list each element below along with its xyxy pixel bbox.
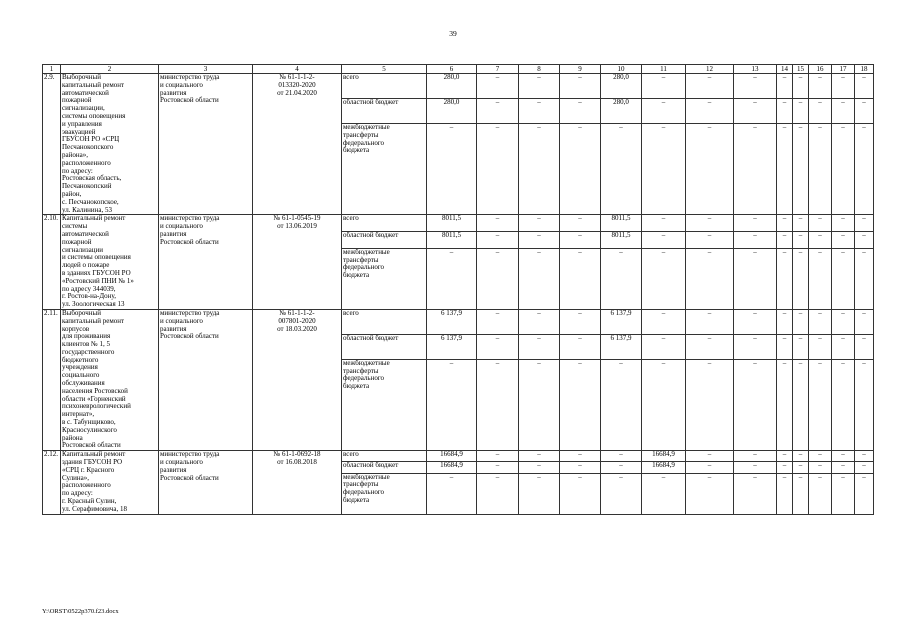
amount-cell: 280,0 [427, 74, 477, 99]
amount-cell: – [686, 334, 734, 359]
column-header: 8 [519, 65, 560, 74]
amount-cell: – [477, 248, 519, 309]
amount-cell: 8011,5 [427, 215, 477, 232]
column-header: 3 [159, 65, 253, 74]
amount-cell: – [560, 462, 601, 473]
table-body [43, 65, 874, 515]
amount-cell: – [477, 309, 519, 334]
amount-cell: – [642, 473, 686, 514]
amount-cell: – [777, 334, 793, 359]
amount-cell: 16684,9 [642, 451, 686, 462]
amount-cell: – [477, 462, 519, 473]
amount-cell: – [560, 123, 601, 214]
amount-cell: 6 137,9 [601, 309, 642, 334]
amount-cell: – [855, 473, 874, 514]
amount-cell: – [560, 74, 601, 99]
table-row [43, 309, 874, 334]
amount-cell: – [519, 232, 560, 249]
amount-cell: – [855, 74, 874, 99]
amount-cell: – [809, 309, 832, 334]
amount-cell: – [560, 334, 601, 359]
amount-cell: 280,0 [427, 98, 477, 123]
amount-cell: – [642, 359, 686, 450]
amount-cell: – [777, 215, 793, 232]
amount-cell: – [642, 123, 686, 214]
funding-source-label: областной бюджет [342, 232, 427, 249]
amount-cell: – [855, 123, 874, 214]
column-header: 1 [43, 65, 61, 74]
amount-cell: – [601, 123, 642, 214]
amount-cell: 280,0 [601, 74, 642, 99]
column-header: 6 [427, 65, 477, 74]
amount-cell: – [734, 359, 777, 450]
amount-cell: – [477, 232, 519, 249]
amount-cell: – [477, 123, 519, 214]
file-path-footer: Y:\ORST\0522p370.f23.docx [42, 608, 119, 615]
amount-cell: 6 137,9 [427, 334, 477, 359]
amount-cell: – [777, 74, 793, 99]
column-header: 2 [61, 65, 159, 74]
amount-cell: – [560, 473, 601, 514]
amount-cell: 6 137,9 [427, 309, 477, 334]
amount-cell: – [809, 473, 832, 514]
funding-source-label: межбюджетные трансферты федерального бюджета [342, 248, 427, 309]
funding-source-label: всего [342, 451, 427, 462]
item-document: № 61-1-0692-18 от 16.08.2018 [253, 451, 342, 514]
amount-cell: – [686, 248, 734, 309]
item-name: Выборочный капитальный ремонт корпусов для проживания клиентов № 1, 5 государственного бюджетного учреждения социального обслуживания населения Ростовской области «Горненский психоневрологический интернат», в с. Табунщиково, Красносулинского района Ростовской области [61, 309, 159, 450]
header-row [43, 65, 874, 74]
amount-cell: – [809, 232, 832, 249]
item-number: 2.12. [43, 451, 61, 514]
amount-cell: 8011,5 [601, 232, 642, 249]
amount-cell: – [734, 248, 777, 309]
amount-cell: – [519, 473, 560, 514]
amount-cell: – [832, 359, 855, 450]
amount-cell: – [734, 309, 777, 334]
amount-cell: – [809, 123, 832, 214]
column-header: 17 [832, 65, 855, 74]
item-executor: министерство труда и социального развития Ростовской области [159, 215, 253, 310]
item-name: Выборочный капитальный ремонт автоматической пожарной сигнализации, системы оповещения и управления эвакуацией ГБУСОН РО «СРЦ Песчанокопского района», расположенного по адресу: Ростовская область, Песчанокопский район, с. Песчанокопское, ул. Калинина, 53 [61, 74, 159, 215]
funding-source-label: межбюджетные трансферты федерального бюджета [342, 359, 427, 450]
amount-cell: – [855, 462, 874, 473]
column-header: 15 [793, 65, 809, 74]
program-table [42, 64, 874, 515]
amount-cell: – [832, 74, 855, 99]
amount-cell: – [793, 451, 809, 462]
amount-cell: – [734, 215, 777, 232]
amount-cell: – [601, 248, 642, 309]
amount-cell: – [686, 98, 734, 123]
amount-cell: – [832, 248, 855, 309]
amount-cell: – [809, 248, 832, 309]
amount-cell: – [560, 232, 601, 249]
amount-cell: – [427, 359, 477, 450]
column-header: 16 [809, 65, 832, 74]
amount-cell: – [601, 473, 642, 514]
amount-cell: – [777, 462, 793, 473]
amount-cell: – [642, 98, 686, 123]
funding-source-label: всего [342, 309, 427, 334]
amount-cell: – [734, 74, 777, 99]
amount-cell: – [793, 248, 809, 309]
amount-cell: – [686, 462, 734, 473]
amount-cell: – [809, 451, 832, 462]
amount-cell: – [734, 334, 777, 359]
funding-source-label: областной бюджет [342, 462, 427, 473]
amount-cell: – [560, 451, 601, 462]
amount-cell: – [734, 451, 777, 462]
amount-cell: – [809, 215, 832, 232]
amount-cell: – [809, 98, 832, 123]
amount-cell: – [809, 334, 832, 359]
amount-cell: – [809, 462, 832, 473]
amount-cell: – [519, 98, 560, 123]
amount-cell: – [560, 215, 601, 232]
amount-cell: – [519, 309, 560, 334]
amount-cell: – [793, 334, 809, 359]
amount-cell: – [832, 98, 855, 123]
amount-cell: – [477, 334, 519, 359]
funding-source-label: межбюджетные трансферты федерального бюджета [342, 123, 427, 214]
column-header: 5 [342, 65, 427, 74]
amount-cell: – [642, 248, 686, 309]
amount-cell: – [777, 248, 793, 309]
amount-cell: – [855, 309, 874, 334]
amount-cell: – [832, 215, 855, 232]
amount-cell: – [793, 359, 809, 450]
amount-cell: – [519, 359, 560, 450]
amount-cell: – [832, 334, 855, 359]
amount-cell: – [777, 473, 793, 514]
amount-cell: – [427, 473, 477, 514]
column-header: 10 [601, 65, 642, 74]
funding-source-label: межбюджетные трансферты федерального бюджета [342, 473, 427, 514]
funding-source-label: всего [342, 74, 427, 99]
amount-cell: 16684,9 [642, 462, 686, 473]
item-document: № 61-1-1-2- 007801-2020 от 18.03.2020 [253, 309, 342, 450]
funding-source-label: областной бюджет [342, 98, 427, 123]
column-header: 13 [734, 65, 777, 74]
column-header: 14 [777, 65, 793, 74]
amount-cell: – [793, 462, 809, 473]
column-header: 12 [686, 65, 734, 74]
item-executor: министерство труда и социального развития Ростовской области [159, 451, 253, 514]
item-executor: министерство труда и социального развития Ростовской области [159, 309, 253, 450]
column-header: 7 [477, 65, 519, 74]
amount-cell: – [477, 74, 519, 99]
amount-cell: 280,0 [601, 98, 642, 123]
amount-cell: – [519, 248, 560, 309]
amount-cell: – [477, 473, 519, 514]
amount-cell: – [686, 123, 734, 214]
amount-cell: – [560, 309, 601, 334]
amount-cell: – [601, 451, 642, 462]
funding-source-label: всего [342, 215, 427, 232]
amount-cell: – [793, 309, 809, 334]
amount-cell: – [777, 232, 793, 249]
amount-cell: – [427, 248, 477, 309]
amount-cell: – [686, 74, 734, 99]
amount-cell: – [832, 309, 855, 334]
amount-cell: – [832, 123, 855, 214]
amount-cell: – [777, 359, 793, 450]
table-row [43, 215, 874, 232]
amount-cell: – [642, 334, 686, 359]
amount-cell: – [427, 123, 477, 214]
amount-cell: – [793, 473, 809, 514]
amount-cell: – [519, 74, 560, 99]
amount-cell: 16684,9 [427, 451, 477, 462]
amount-cell: – [601, 359, 642, 450]
amount-cell: – [777, 309, 793, 334]
amount-cell: – [734, 98, 777, 123]
amount-cell: – [832, 462, 855, 473]
funding-source-label: областной бюджет [342, 334, 427, 359]
amount-cell: – [832, 451, 855, 462]
amount-cell: – [855, 98, 874, 123]
amount-cell: – [560, 248, 601, 309]
amount-cell: – [642, 309, 686, 334]
item-document: № 61-1-0545-19 от 13.06.2019 [253, 215, 342, 310]
amount-cell: – [855, 334, 874, 359]
column-header: 4 [253, 65, 342, 74]
item-name: Капитальный ремонт здания ГБУСОН РО «СРЦ г. Красного Сулина», расположенного по адресу: г. Красный Сулин, ул. Серафимовича, 18 [61, 451, 159, 514]
amount-cell: – [477, 98, 519, 123]
item-number: 2.9. [43, 74, 61, 215]
item-number: 2.11. [43, 309, 61, 450]
amount-cell: – [686, 473, 734, 514]
amount-cell: 16684,9 [427, 462, 477, 473]
amount-cell: – [793, 98, 809, 123]
column-header: 18 [855, 65, 874, 74]
amount-cell: – [686, 232, 734, 249]
amount-cell: – [519, 462, 560, 473]
amount-cell: – [734, 232, 777, 249]
table-row [43, 74, 874, 99]
amount-cell: – [642, 215, 686, 232]
amount-cell: – [777, 451, 793, 462]
amount-cell: – [777, 123, 793, 214]
column-header: 9 [560, 65, 601, 74]
amount-cell: – [793, 232, 809, 249]
amount-cell: – [855, 232, 874, 249]
amount-cell: – [793, 215, 809, 232]
amount-cell: 8011,5 [427, 232, 477, 249]
amount-cell: – [855, 215, 874, 232]
table-row [43, 451, 874, 462]
amount-cell: – [686, 215, 734, 232]
amount-cell: – [519, 451, 560, 462]
amount-cell: – [809, 74, 832, 99]
amount-cell: – [642, 232, 686, 249]
amount-cell: – [777, 98, 793, 123]
item-executor: министерство труда и социального развития Ростовской области [159, 74, 253, 215]
amount-cell: – [809, 359, 832, 450]
amount-cell: – [601, 462, 642, 473]
amount-cell: – [734, 473, 777, 514]
amount-cell: – [519, 123, 560, 214]
amount-cell: – [793, 74, 809, 99]
page-number: 39 [449, 29, 457, 38]
amount-cell: – [855, 248, 874, 309]
amount-cell: – [477, 451, 519, 462]
amount-cell: 6 137,9 [601, 334, 642, 359]
amount-cell: – [477, 359, 519, 450]
amount-cell: – [686, 309, 734, 334]
amount-cell: 8011,5 [601, 215, 642, 232]
amount-cell: – [686, 451, 734, 462]
amount-cell: – [477, 215, 519, 232]
amount-cell: – [686, 359, 734, 450]
amount-cell: – [832, 232, 855, 249]
amount-cell: – [734, 123, 777, 214]
column-header: 11 [642, 65, 686, 74]
amount-cell: – [642, 74, 686, 99]
amount-cell: – [519, 334, 560, 359]
amount-cell: – [793, 123, 809, 214]
amount-cell: – [560, 98, 601, 123]
amount-cell: – [734, 462, 777, 473]
amount-cell: – [560, 359, 601, 450]
item-name: Капитальный ремонт системы автоматической пожарной сигнализации и системы оповещения людей о пожаре в зданиях ГБУСОН РО «Ростовский ПНИ № 1» по адресу 344039, г. Ростов-на-Дону, ул. Зоологическая 13 [61, 215, 159, 310]
amount-cell: – [519, 215, 560, 232]
item-number: 2.10. [43, 215, 61, 310]
amount-cell: – [855, 359, 874, 450]
item-document: № 61-1-1-2- 013320-2020 от 21.04.2020 [253, 74, 342, 215]
amount-cell: – [855, 451, 874, 462]
amount-cell: – [832, 473, 855, 514]
